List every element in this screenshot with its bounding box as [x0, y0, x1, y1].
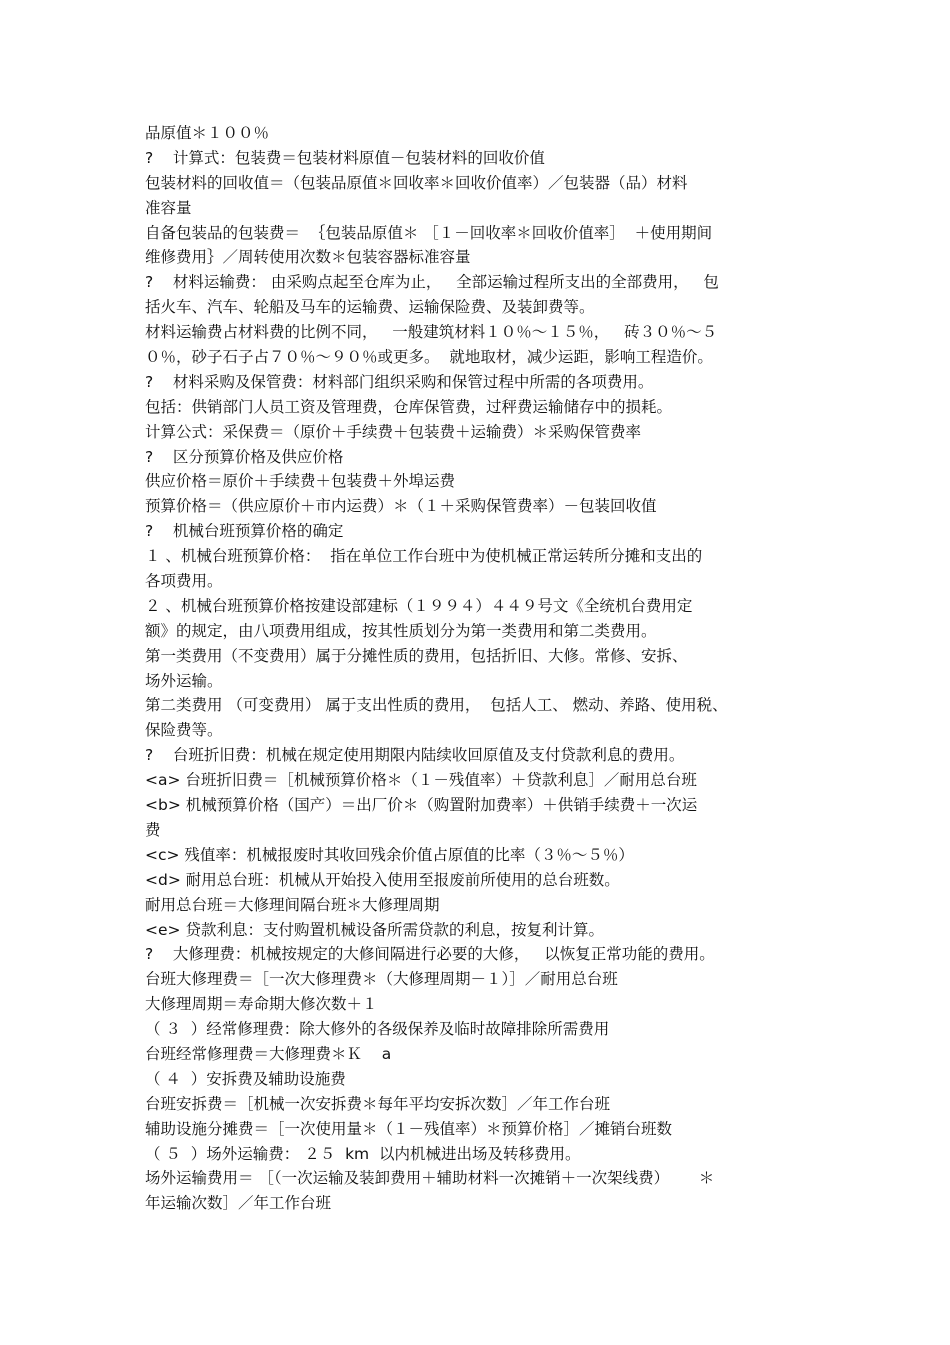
text-line: <e> 贷款利息：支付购置机械设备所需贷款的利息，按复利计算。 — [145, 920, 604, 939]
text-line: ? 材料采购及保管费：材料部门组织采购和保管过程中所需的各项费用。 — [145, 372, 654, 391]
text-line: 计算公式：采保费＝（原价＋手续费＋包装费＋运输费）＊采购保管费率 — [145, 422, 642, 441]
text-line: 第一类费用（不变费用）属于分摊性质的费用，包括折旧、大修。常修、安拆、 — [145, 646, 688, 665]
text-line: ０％，砂子石子占７０％～９０％或更多。 就地取材，减少运距，影响工程造价。 — [145, 348, 713, 367]
text-line: 保险费等。 — [145, 721, 223, 740]
text-line: 包装材料的回收值＝（包装品原值＊回收率＊回收价值率）／包装器（品）材料 — [145, 173, 688, 192]
text-line: 预算价格＝（供应原价＋市内运费）＊（１＋采购保管费率）－包装回收值 — [145, 497, 657, 516]
text-line: <b> 机械预算价格（国产）＝出厂价＊（购置附加费率）＋供销手续费＋一次运 — [145, 796, 698, 815]
text-line: 耐用总台班＝大修理间隔台班＊大修理周期 — [145, 895, 440, 914]
text-line: ２ 、机械台班预算价格按建设部建标（１９９４）４４９号文《全统机台费用定 — [145, 596, 693, 615]
text-line: 场外运输。 — [145, 671, 223, 690]
text-line: １ 、机械台班预算价格： 指在单位工作台班中为使机械正常运转所分摊和支出的 — [145, 547, 703, 566]
text-line: 自备包装品的包装费＝ ｛包装品原值＊ ［１－回收率＊回收价值率］ ＋使用期间 — [145, 223, 713, 242]
text-line: 大修理周期＝寿命期大修次数＋１ — [145, 995, 378, 1014]
text-line: <a> 台班折旧费＝［机械预算价格＊（１－残值率）＋贷款利息］／耐用总台班 — [145, 771, 697, 790]
text-line: 各项费用。 — [145, 572, 223, 591]
text-line: 辅助设施分摊费＝［一次使用量＊（１－残值率）＊预算价格］／摊销台班数 — [145, 1119, 673, 1138]
text-line: ? 大修理费：机械按规定的大修间隔进行必要的大修， 以恢复正常功能的费用。 — [145, 945, 715, 964]
text-line: 供应价格＝原价＋手续费＋包装费＋外埠运费 — [145, 472, 456, 491]
text-line: 品原值＊１００％ — [145, 124, 270, 142]
text-line: 额》的规定，由八项费用组成，按其性质划分为第一类费用和第二类费用。 — [145, 621, 657, 640]
text-line: 维修费用｝／周转使用次数＊包装容器标准容量 — [145, 248, 471, 267]
text-line: （ ５ ）场外运输费： ２５ km 以内机械进出场及转移费用。 — [145, 1144, 581, 1163]
text-line: 材料运输费占材料费的比例不同， 一般建筑材料１０％～１５％， 砖３０％～５ — [145, 323, 718, 342]
text-line: 台班大修理费＝［一次大修理费＊（大修理周期－１）］／耐用总台班 — [145, 970, 618, 989]
text-line: 年运输次数］／年工作台班 — [145, 1194, 332, 1213]
text-line: 包括：供销部门人员工资及管理费，仓库保管费，过秤费运输储存中的损耗。 — [145, 397, 673, 416]
text-line: ? 材料运输费： 由采购点起至仓库为止， 全部运输过程所支出的全部费用， 包 — [145, 273, 719, 292]
text-line: ? 机械台班预算价格的确定 — [145, 522, 344, 541]
text-line: 台班安拆费＝［机械一次安拆费＊每年平均安拆次数］／年工作台班 — [145, 1094, 611, 1113]
text-line: 费 — [145, 820, 161, 839]
text-line: <d> 耐用总台班：机械从开始投入使用至报废前所使用的总台班数。 — [145, 870, 620, 889]
text-line: （ ４ ）安拆费及辅助设施费 — [145, 1069, 346, 1088]
text-line: 准容量 — [145, 198, 192, 217]
text-line: 台班经常修理费＝大修理费＊Ｋ a — [145, 1044, 392, 1063]
text-line: 第二类费用 （可变费用） 属于支出性质的费用， 包括人工、 燃动、养路、使用税、 — [145, 696, 728, 715]
text-line: 场外运输费用＝ ［（一次运输及装卸费用＋辅助材料一次摊销＋一次架线费） ＊ — [145, 1169, 715, 1188]
text-line: ? 区分预算价格及供应价格 — [145, 447, 344, 466]
text-line: 括火车、汽车、轮船及马车的运输费、运输保险费、及装卸费等。 — [145, 298, 595, 317]
document-body — [145, 121, 810, 1216]
text-line: ? 计算式：包装费＝包装材料原值－包装材料的回收价值 — [145, 148, 545, 167]
text-line: <c> 残值率：机械报废时其收回残余价值占原值的比率（３％～５％） — [145, 845, 634, 864]
text-line: （ ３ ）经常修理费：除大修外的各级保养及临时故障排除所需费用 — [145, 1020, 610, 1039]
text-line: ? 台班折旧费：机械在规定使用期限内陆续收回原值及支付贷款利息的费用。 — [145, 746, 685, 765]
